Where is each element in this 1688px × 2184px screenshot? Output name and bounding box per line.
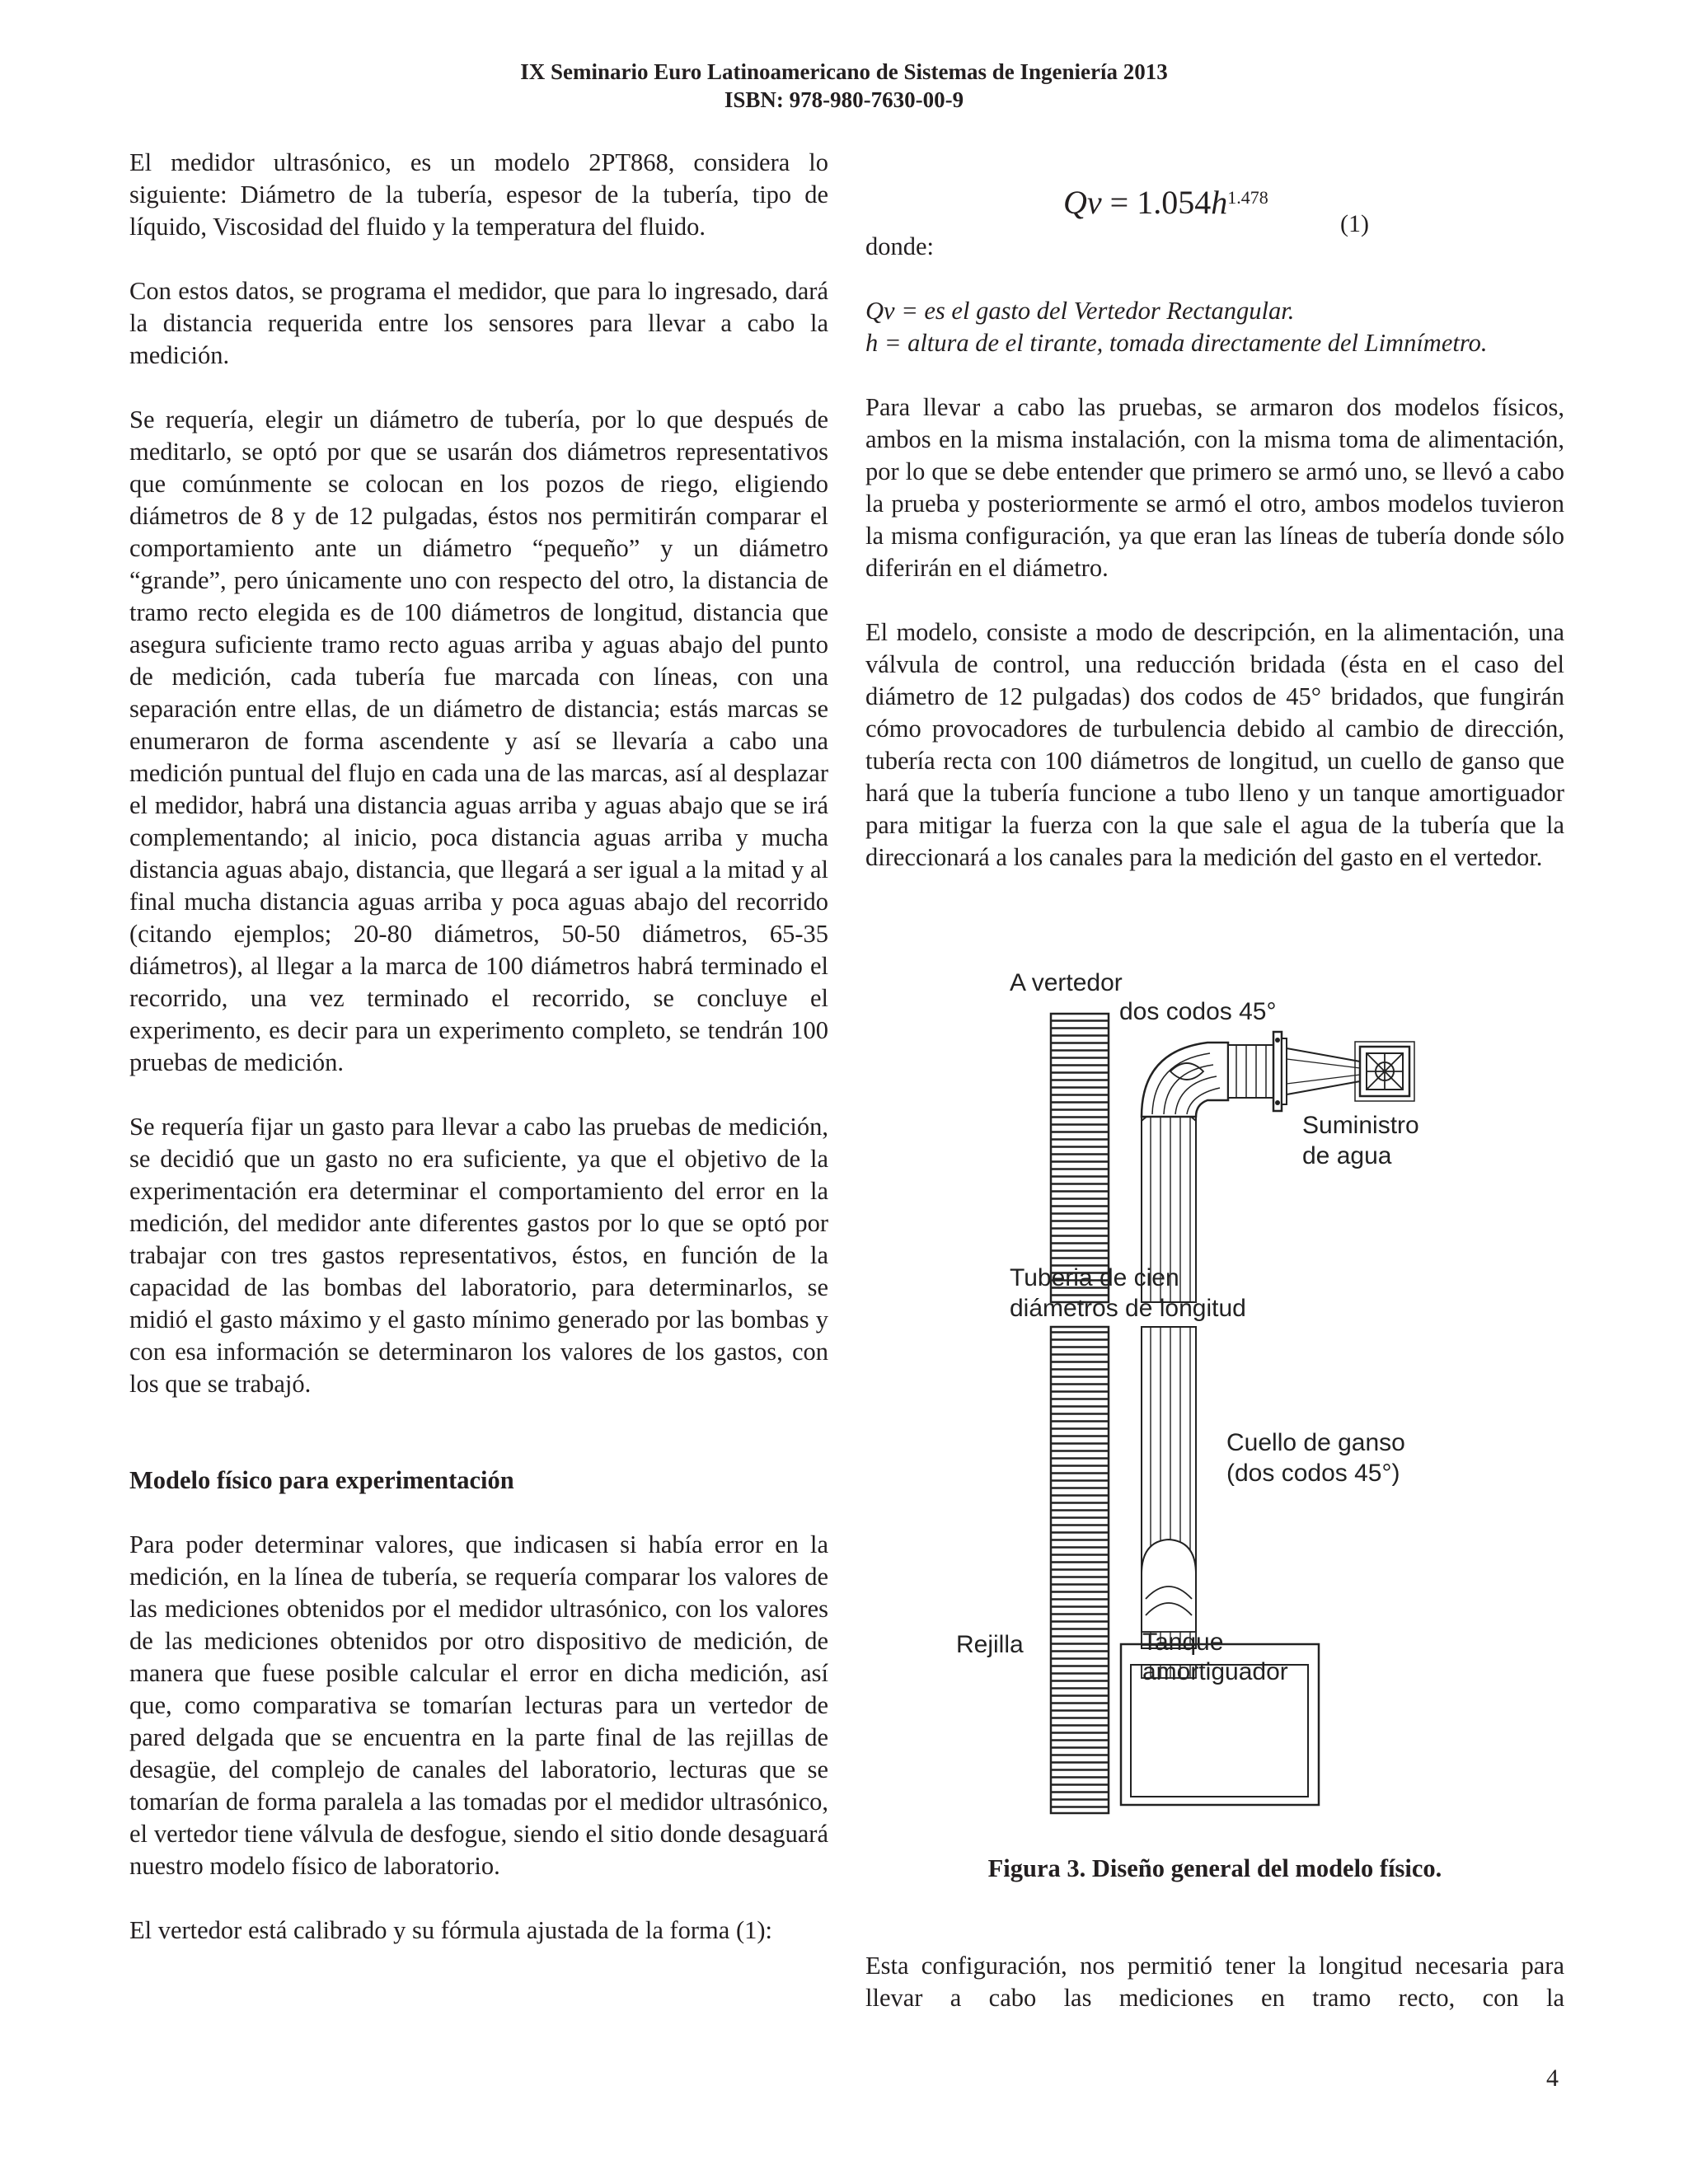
equation-number: (1) [1340,210,1369,237]
label-tuberia-2: diámetros de longitud [1010,1295,1246,1322]
right-paragraph-2: El modelo, consiste a modo de descripción, en la alimentación, una válvula de control, una reducción bridada (ésta en el caso del diámetro de 12 pulgadas) dos codos de 45° bridados, que fungirán cómo provocadores de turbulencia debido al cambio de dirección, tubería recta con 100 diámetros de longitud, un cuello de ganso que hará que la tubería funcione a tubo lleno y un tanque amortiguador para mitigar la fuerza con la que sale el agua de la tubería que la direccionará a los canales para la medición del gasto en el vertedor. [865,618,1564,871]
elbows-45 [1142,1043,1273,1117]
header-title: IX Seminario Euro Latinoamericano de Sistemas de Ingeniería 2013 [520,59,1168,84]
left-paragraph-4: Se requería fijar un gasto para llevar a cabo las pruebas de medición, se decidió que un gasto no era suficiente, ya que el objetivo de la experimentación era determinar el comportamiento del error en la medición, del medidor ante diferentes gastos por lo que se optó por trabajar con tres gastos representativos, éstos, en función de la capacidad de las bombas del laboratorio, para determinarlos, se midió el gasto máximo y el gasto mínimo generado por las bombas y con esa información se determinaron los valores de los gastos, con los que se trabajó. [129,1113,828,1398]
label-tanque-2: amortiguador [1142,1658,1288,1685]
label-rejilla: Rejilla [956,1631,1024,1658]
definition-qv: Qv = es el gasto del Vertedor Rectangular. [865,297,1295,325]
label-codos: dos codos 45° [1119,998,1277,1025]
definition-h: h = altura de el tirante, tomada directamente del Limnímetro. [865,329,1488,357]
left-paragraph-3: Se requería, elegir un diámetro de tubería, por lo que después de meditarlo, se optó por que se usarán dos diámetros representativos que comúnmente se colocan en los pozos de riego, eligiendo diámetros de 8 y de 12 pulgadas, éstos nos permitirán comparar el comportamiento ante un diámetro “pequeño” y un diámetro “grande”, pero únicamente uno con respecto del otro, la distancia de tramo recto elegida es de 100 diámetros de longitud, distancia que asegura suficiente tramo recto aguas arriba y aguas abajo del punto de medición, cada tubería fue marcada con líneas, con una separación entre ellas, de un diámetro de distancia; estás marcas se enumeraron de forma ascendente y así se llevaría a cabo una medición puntual del flujo en cada una de las marcas, así al desplazar el medidor, habrá una distancia aguas arriba y aguas abajo que se irá complementando; al inicio, poca distancia aguas arriba y mucha distancia aguas abajo, distancia, que llegará a ser igual a la mitad y al final mucha distancia aguas arriba y poca aguas abajo del recorrido (citando ejemplos; 20-80 diámetros, 50-50 diámetros, 65-35 diámetros), al llegar a la marca de 100 diámetros habrá terminado el recorrido, una vez terminado el recorrido, se concluye el experimento, es decir para un experimento completo, se tendrán 100 pruebas de medición. [129,405,828,1076]
right-paragraph-3: Esta configuración, nos permitió tener la longitud necesaria para llevar a cabo las mediciones en tramo recto, con la [865,1952,1564,2012]
label-vertedor: A vertedor [1010,972,1123,996]
page-header [0,58,1688,114]
equation-exponent: 1.478 [1227,187,1268,208]
vertical-pipe-lower [1142,1327,1196,1574]
flanges [1273,1032,1287,1111]
left-paragraph-5: Para poder determinar valores, que indicasen si había error en la medición, en la línea de tubería, se requería comparar los valores de las mediciones obtenidos por el medidor ultrasónico, con los valores de las mediciones obtenidos por otro dispositivo de medición, de manera que fuese posible calcular el error en dicha medición, así que, como comparativa se tomarían lecturas para un vertedor de pared delgada que se encuentra en la parte final de las rejillas de desagüe, del complejo de canales del laboratorio, lecturas que se tomarían de forma paralela a las tomadas por el medidor ultrasónico, el vertedor tiene válvula de desfogue, siendo el sitio donde desaguará nuestro modelo físico de laboratorio. [129,1530,828,1880]
left-column [129,147,828,1947]
left-paragraph-2: Con estos datos, se programa el medidor, que para lo ingresado, dará la distancia requerida entre los sensores para llevar a cabo la medición. [129,277,828,369]
left-paragraph-6: El vertedor está calibrado y su fórmula ajustada de la forma (1): [129,1916,772,1944]
equation-equals: = [1109,184,1129,221]
rejilla-lower-grate [1051,1327,1109,1813]
rejilla-upper-grate [1051,1014,1109,1302]
right-column [865,147,1564,906]
right-paragraph-1: Para llevar a cabo las pruebas, se armaron dos modelos físicos, ambos en la misma instalación, con la misma toma de alimentación, por lo que se debe entender que primero se armó uno, se llevó a cabo la prueba y posteriormente se armó el otro, ambos modelos tuvieron la misma configuración, ya que eran las líneas de tubería donde sólo diferirán en el diámetro. [865,393,1564,582]
label-suministro-2: de agua [1302,1142,1392,1169]
gooseneck [1142,1540,1196,1678]
equation-row [865,147,1564,237]
header-isbn: ISBN: 978-980-7630-00-9 [724,87,964,112]
reduction-cone [1287,1048,1360,1094]
donde-label: donde: [865,232,935,260]
equation [1063,185,1268,221]
figure-3-diagram [948,972,1484,1821]
page-number: 4 [1546,2064,1559,2092]
left-paragraph-1: El medidor ultrasónico, es un modelo 2PT868, considera lo siguiente: Diámetro de la tubería, espesor de la tubería, tipo de líquido, Viscosidad del fluido y la temperatura del fluido. [129,148,828,241]
label-cuello-1: Cuello de ganso [1226,1429,1405,1456]
equation-lhs: Qv [1063,184,1102,221]
section-heading: Modelo físico para experimentación [129,1466,514,1494]
label-tanque-1: Tanque [1142,1629,1224,1656]
equation-variable: h [1211,184,1228,221]
label-tuberia-1: Tuberia de cien [1010,1264,1179,1291]
figure-caption: Figura 3. Diseño general del modelo físico. [987,1854,1442,1882]
equation-coefficient: 1.054 [1137,184,1212,221]
label-cuello-2: (dos codos 45°) [1226,1460,1400,1487]
label-suministro-1: Suministro [1302,1112,1419,1139]
control-valve [1355,1042,1414,1101]
